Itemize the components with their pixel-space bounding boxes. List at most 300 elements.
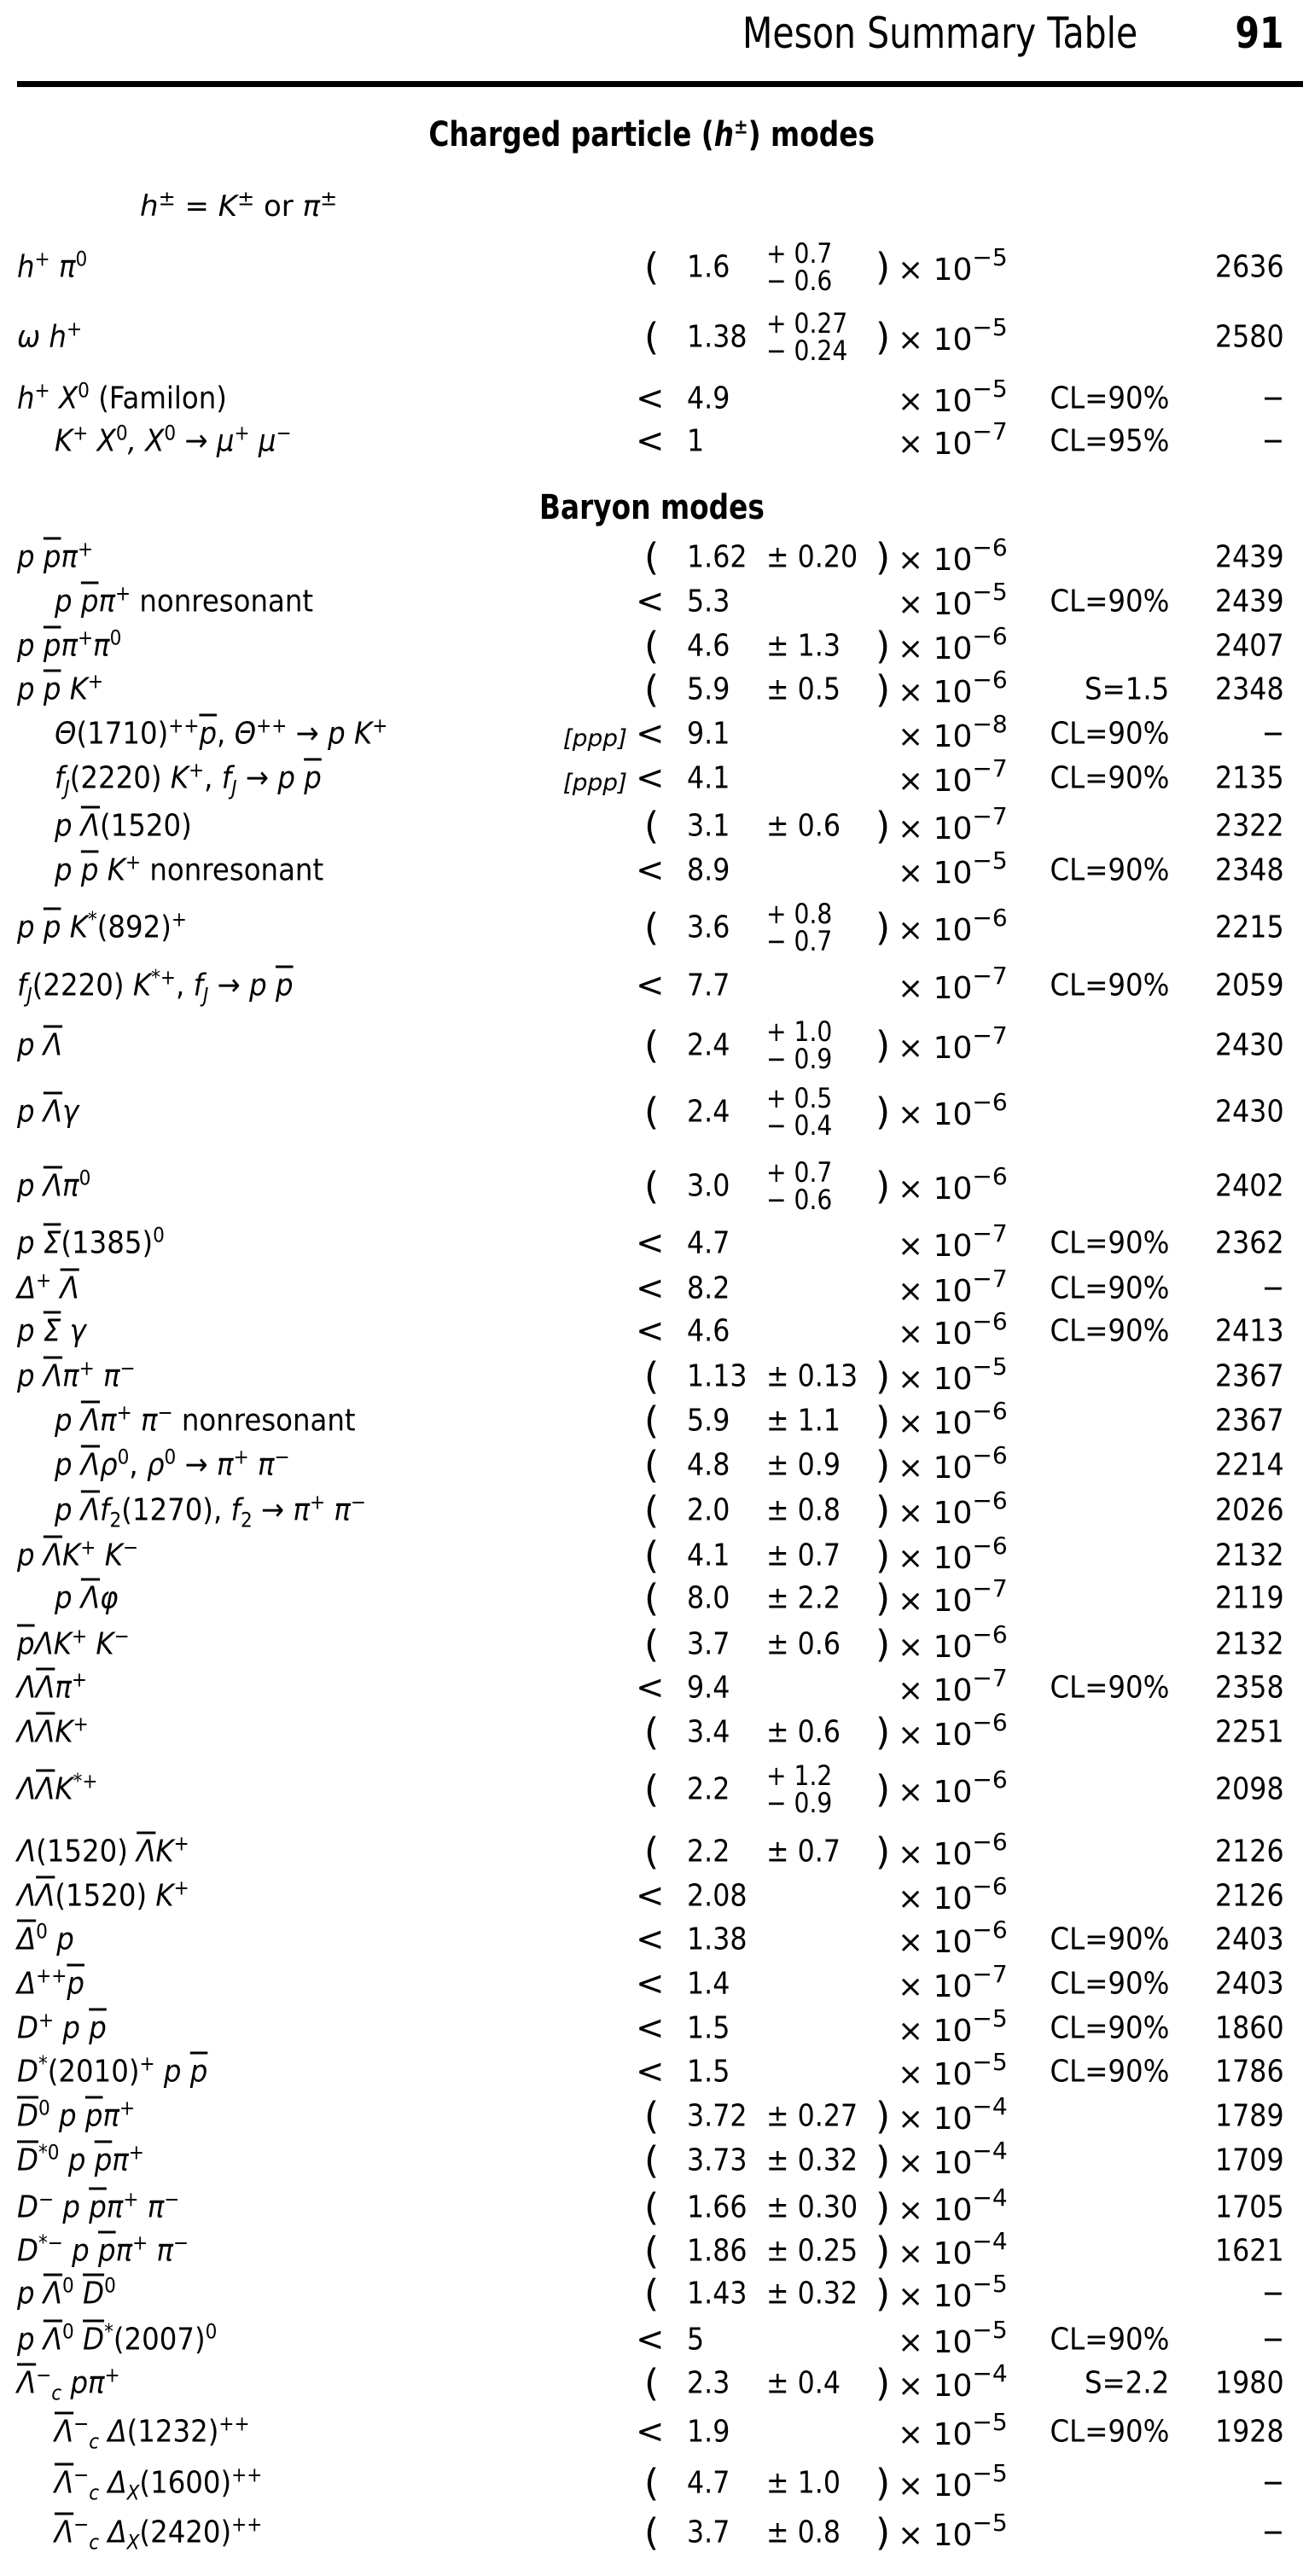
momentum-p: − [1261,2276,1284,2311]
table-row [0,1576,1303,1620]
momentum-p: − [1261,423,1284,459]
decay-mode: $f_J(2220)$ K+, $f_J \to p$ $\overline{p}$ [55,758,322,800]
branching-fraction-value: 8.9 [687,852,730,888]
open-paren: ( [644,1023,660,1067]
momentum-p: 2402 [1215,1168,1284,1204]
table-row [0,848,1303,893]
branching-fraction-value: 4.7 [687,2465,730,2501]
scale-factor: × $10^{-5}$ [898,2459,1008,2503]
open-paren: ( [644,1710,660,1754]
branching-fraction-value: 2.0 [687,1492,730,1528]
close-paren: ) [875,1354,891,1398]
scale-factor: × $10^{-6}$ [898,1828,1008,1872]
close-paren: ) [875,2361,891,2405]
branching-fraction-value: 1.9 [687,2414,730,2450]
table-row [0,2138,1303,2183]
branching-fraction-value: 3.4 [687,1714,730,1750]
decay-mode: Λ(1520) $\overline{\Lambda}K^+$ [17,1831,189,1869]
close-paren: ) [875,1443,891,1487]
upper-limit-sign: < [636,1311,665,1351]
error-minus: − 0.9 [766,1787,833,1819]
scale-factor: × $10^{-5}$ [898,2004,1008,2049]
close-paren: ) [875,2510,891,2555]
upper-limit-sign: < [636,1269,665,1308]
scale-factor: × $10^{-5}$ [898,578,1008,622]
symmetric-error: ± 0.25 [766,2233,858,2269]
decay-mode: $\Theta(1710)^{++}\overline{p}$, Θ++ → p K+ [55,713,388,752]
close-paren: ) [875,1164,891,1208]
decay-mode: D− p $\overline{p}\pi^+$ π− [17,2187,180,2225]
header-rule [17,81,1303,87]
symmetric-error: ± 0.20 [766,539,858,575]
symmetric-error: ± 0.7 [766,1538,841,1573]
table-row [0,1309,1303,1353]
exponent: −6 [972,1916,1008,1944]
table-row [0,1443,1303,1487]
close-paren: ) [875,1533,891,1578]
momentum-p: 2251 [1215,1714,1284,1750]
branching-fraction-value: 2.4 [687,1027,730,1063]
decay-mode: p $\overline{\Lambda}^0$ $\overline{D}^0$ [17,2273,116,2311]
exponent: −5 [972,313,1008,341]
close-paren: ) [875,2094,891,2138]
open-paren: ( [644,1829,660,1874]
confidence-or-scale: CL=95% [1050,423,1169,459]
momentum-p: 2403 [1215,1966,1284,2002]
branching-fraction-value: 5.9 [687,672,730,707]
decay-mode: p $\overline{p}\pi^+$ [17,537,94,575]
confidence-or-scale: CL=90% [1050,1271,1169,1306]
table-row [0,1710,1303,1754]
branching-fraction-value: 2.2 [687,1771,730,1807]
symmetric-error: ± 1.1 [766,1403,841,1439]
upper-limit-sign: < [636,2320,665,2359]
scale-factor: × $10^{-6}$ [898,666,1008,710]
exponent: −6 [972,1828,1008,1856]
asymmetric-error [766,307,848,367]
exponent: −5 [972,2004,1008,2032]
decay-mode: p $\overline{\Lambda}\rho^0$, $\rho^0 \to \pi^+$ π− [55,1445,290,1483]
close-paren: ) [875,804,891,848]
exponent: −4 [972,2092,1008,2120]
close-paren: ) [875,1488,891,1532]
open-paren: ( [644,1533,660,1578]
upper-limit-sign: < [636,851,665,890]
exponent: −4 [972,2227,1008,2255]
symmetric-error: ± 0.6 [766,808,841,844]
decay-mode: $\overline{p}\Lambda K^+$ K− [17,1624,130,1662]
exponent: −5 [972,1352,1008,1381]
exponent: −7 [972,754,1008,782]
branching-fraction-value: 1.38 [687,1922,747,1957]
exponent: −4 [972,2183,1008,2212]
scale-factor: × $10^{-6}$ [898,1162,1008,1207]
upper-limit-sign: < [636,1224,665,1263]
symmetric-error: ± 0.7 [766,1834,841,1869]
scale-factor: × $10^{-4}$ [898,2359,1008,2404]
error-plus: + 1.2 [766,1759,833,1792]
momentum-p: 2367 [1215,1403,1284,1439]
scale-factor: × $10^{-6}$ [898,1397,1008,1441]
symmetric-error: ± 0.5 [766,672,841,707]
exponent: −5 [972,2270,1008,2298]
table-row [0,1533,1303,1578]
scale-factor: × $10^{-7}$ [898,1219,1008,1264]
branching-fraction-value: 9.4 [687,1670,730,1706]
branching-fraction-value: 7.7 [687,968,730,1003]
exponent: −5 [972,375,1008,403]
scale-factor: × $10^{-6}$ [898,533,1008,578]
table-row [0,1354,1303,1398]
hadron-definition-note: h± = K± or π± [140,186,338,224]
asymmetric-error [766,237,833,297]
branching-fraction-value: 1.6 [687,249,730,285]
confidence-or-scale: CL=90% [1050,584,1169,619]
table-row [0,307,1303,367]
open-paren: ( [644,905,660,950]
momentum-p: 1621 [1215,2233,1284,2269]
decay-mode: $\Lambda\overline{\Lambda}\pi^+$ [17,1667,87,1706]
decay-mode: p $\overline{p}$ K+ nonresonant [55,850,324,888]
decay-mode: $\Lambda\overline{\Lambda}K^{*+}$ [17,1769,98,1807]
branching-fraction-value: 4.7 [687,1225,730,1261]
table-row [0,804,1303,848]
upper-limit-sign: < [636,759,665,798]
decay-mode: p $\overline{\Lambda}\pi^+$ π− nonresonant [55,1400,356,1439]
decay-mode: p $\overline{\Lambda}f_2(1270)$, $f_2 \to \pi^+$ π− [55,1490,367,1532]
close-paren: ) [875,1090,891,1134]
branching-fraction-value: 3.72 [687,2098,747,2134]
scale-factor: × $10^{-6}$ [898,1916,1008,1960]
confidence-or-scale: CL=90% [1050,760,1169,796]
table-row [0,2361,1303,2405]
error-plus: + 0.8 [766,898,833,930]
symmetric-error: ± 0.13 [766,1358,858,1394]
decay-mode: p $\overline{p}$ K+ [17,669,104,707]
decay-mode: $\overline{\Lambda}^-_c$ pπ+ [17,2363,120,2405]
open-paren: ( [644,804,660,848]
table-row [0,1917,1303,1962]
momentum-p: 2026 [1215,1492,1284,1528]
error-plus: + 0.5 [766,1082,833,1114]
error-minus: − 0.7 [766,925,833,957]
scale-factor: × $10^{-6}$ [898,1307,1008,1352]
decay-mode: $\overline{\Lambda}^-_c$ Δ(1232)++ [55,2411,250,2454]
symmetric-error: ± 2.2 [766,1580,841,1616]
close-paren: ) [875,1710,891,1754]
close-paren: ) [875,1023,891,1067]
upper-limit-sign: < [636,714,665,753]
momentum-p: − [1261,2465,1284,2501]
decay-mode: p $\overline{\Lambda}\varphi$ [55,1580,119,1616]
scale-factor: × $10^{-5}$ [898,2048,1008,2092]
momentum-p: 2214 [1215,1447,1284,1483]
close-paren: ) [875,315,891,359]
decay-mode: h+ $\pi^0$ [17,247,88,285]
scale-factor: × $10^{-5}$ [898,846,1008,891]
decay-mode: $\overline{\Lambda}^-_c$ $\Delta_X(2420)^{++}$ [55,2512,263,2555]
exponent: −7 [972,1574,1008,1602]
decay-mode: p $\overline{p}\pi^+\pi^0$ [17,625,122,664]
open-paren: ( [644,2229,660,2273]
confidence-or-scale: CL=90% [1050,2054,1169,2090]
open-paren: ( [644,2461,660,2505]
asymmetric-error [766,1759,833,1819]
scale-factor: × $10^{-6}$ [898,622,1008,666]
branching-fraction-value: 3.7 [687,2515,730,2550]
open-paren: ( [644,2361,660,2405]
symmetric-error: ± 1.3 [766,628,841,664]
table-row [0,1156,1303,1216]
table-row [0,2410,1303,2454]
open-paren: ( [644,1622,660,1666]
exponent: −5 [972,243,1008,271]
table-row [0,579,1303,624]
exponent: −6 [972,1307,1008,1335]
momentum-p: 2098 [1215,1771,1284,1807]
decay-mode: K+ $X^0$, $X^0 \to \mu^+$ μ− [55,421,292,459]
exponent: −6 [972,666,1008,694]
decay-mode: p $\overline{\Lambda}^0$ $\overline{D}^*(2007)^0$ [17,2319,218,2358]
confidence-or-scale: S=1.5 [1084,672,1169,707]
confidence-or-scale: CL=90% [1050,1225,1169,1261]
table-row [0,1221,1303,1265]
decay-mode: p $\overline{\Lambda}\pi^0$ [17,1166,91,1204]
close-paren: ) [875,1398,891,1443]
open-paren: ( [644,2271,660,2316]
table-row [0,1622,1303,1666]
branching-fraction-value: 3.7 [687,1626,730,1662]
momentum-p: 2132 [1215,1538,1284,1573]
table-row [0,237,1303,297]
branching-fraction-value: 4.8 [687,1447,730,1483]
table-row [0,419,1303,463]
table-row [0,2510,1303,2555]
exponent: −8 [972,710,1008,738]
close-paren: ) [875,535,891,579]
open-paren: ( [644,1767,660,1811]
symmetric-error: ± 0.32 [766,2143,858,2178]
running-header-title: Meson Summary Table [742,9,1138,58]
scale-factor: × $10^{-7}$ [898,1664,1008,1708]
decay-mode: p $\overline{p}$ K*(892)+ [17,907,188,945]
decay-mode: ω h+ [17,317,83,355]
branching-fraction-value: 5.3 [687,584,730,619]
decay-mode: D*(2010)+ p $\overline{p}$ [17,2051,208,2090]
upper-limit-sign: < [636,1920,665,1959]
branching-fraction-value: 1.66 [687,2189,747,2225]
scale-factor: × $10^{-4}$ [898,2092,1008,2137]
table-row [0,1962,1303,2006]
decay-mode: D*− p $\overline{p}\pi^+$ π− [17,2230,189,2269]
table-row [0,898,1303,957]
branching-fraction-value: 1.62 [687,539,747,575]
section-title [0,488,1303,527]
branching-fraction-value: 1.43 [687,2276,747,2311]
error-minus: − 0.24 [766,334,848,367]
open-paren: ( [644,245,660,289]
confidence-or-scale: CL=90% [1050,968,1169,1003]
momentum-p: 1789 [1215,2098,1284,2134]
exponent: −6 [972,1765,1008,1794]
scale-factor: × $10^{-5}$ [898,2408,1008,2452]
upper-limit-sign: < [636,582,665,621]
scale-factor: × $10^{-5}$ [898,2316,1008,2360]
upper-limit-sign: < [636,379,665,418]
table-row [0,376,1303,421]
momentum-p: 1928 [1215,2414,1284,2450]
momentum-p: 2403 [1215,1922,1284,1957]
table-row [0,535,1303,579]
branching-fraction-value: 1.5 [687,2010,730,2046]
decay-mode: p $\overline{\Lambda}K^+$ K− [17,1535,139,1573]
exponent: −6 [972,1441,1008,1469]
branching-fraction-value: 3.6 [687,910,730,945]
exponent: −7 [972,1960,1008,1988]
momentum-p: 2119 [1215,1580,1284,1616]
open-paren: ( [644,1164,660,1208]
symmetric-error: ± 0.8 [766,2515,841,2550]
error-plus: + 0.7 [766,237,833,270]
scale-factor: × $10^{-7}$ [898,1574,1008,1619]
table-row [0,624,1303,668]
symmetric-error: ± 0.4 [766,2365,841,2401]
exponent: −7 [972,417,1008,445]
scale-factor: × $10^{-7}$ [898,962,1008,1006]
exponent: −6 [972,622,1008,650]
table-row [0,963,1303,1008]
table-row [0,2461,1303,2505]
scale-factor: × $10^{-6}$ [898,1486,1008,1531]
scale-factor: × $10^{-6}$ [898,1708,1008,1753]
exponent: −6 [972,1532,1008,1560]
momentum-p: 2636 [1215,249,1284,285]
branching-fraction-value: 1.38 [687,319,747,355]
scale-factor: × $10^{-4}$ [898,2137,1008,2181]
branching-fraction-value: 5.9 [687,1403,730,1439]
momentum-p: 2059 [1215,968,1284,1003]
branching-fraction-value: 4.6 [687,628,730,664]
open-paren: ( [644,2510,660,2555]
section-title [0,115,1303,154]
exponent: −7 [972,1265,1008,1293]
section-title-text: Baryon modes [538,488,765,527]
momentum-p: − [1261,381,1284,416]
table-row [0,756,1303,800]
close-paren: ) [875,667,891,712]
momentum-p: 2126 [1215,1878,1284,1914]
symmetric-error: ± 0.30 [766,2189,858,2225]
error-minus: − 0.4 [766,1109,833,1142]
decay-mode: D+ p $\overline{p}$ [17,2008,107,2046]
momentum-p: − [1261,2515,1284,2550]
momentum-p: 2362 [1215,1225,1284,1261]
upper-limit-sign: < [636,2009,665,2048]
decay-mode: $\overline{D}^0$ p $\overline{p}\pi^+$ [17,2096,136,2134]
branching-fraction-value: 4.9 [687,381,730,416]
decay-mode: $\Delta^{++}\overline{p}$ [17,1963,84,2002]
open-paren: ( [644,2094,660,2138]
branching-fraction-value: 8.0 [687,1580,730,1616]
exponent: −5 [972,846,1008,875]
scale-factor: × $10^{-5}$ [898,2270,1008,2314]
branching-fraction-value: 2.4 [687,1094,730,1130]
symmetric-error: ± 0.27 [766,2098,858,2134]
momentum-p: 2580 [1215,319,1284,355]
momentum-p: − [1261,1271,1284,1306]
momentum-p: 1786 [1215,2054,1284,2090]
decay-mode: p $\overline{p}\pi^+$ nonresonant [55,581,314,619]
confidence-or-scale: CL=90% [1050,2414,1169,2450]
open-paren: ( [644,1354,660,1398]
symmetric-error: ± 1.0 [766,2465,841,2501]
momentum-p: 2348 [1215,672,1284,707]
momentum-p: 1860 [1215,2010,1284,2046]
table-row [0,1829,1303,1874]
scale-factor: × $10^{-7}$ [898,1265,1008,1309]
momentum-p: 2430 [1215,1027,1284,1063]
scale-factor: × $10^{-5}$ [898,375,1008,419]
table-row [0,1488,1303,1532]
close-paren: ) [875,905,891,950]
scale-factor: × $10^{-6}$ [898,1532,1008,1576]
momentum-p: − [1261,2322,1284,2358]
exponent: −5 [972,2509,1008,2537]
branching-fraction-value: 1 [687,423,705,459]
branching-fraction-value: 4.1 [687,760,730,796]
symmetric-error: ± 0.32 [766,2276,858,2311]
upper-limit-sign: < [636,2052,665,2091]
open-paren: ( [644,535,660,579]
scale-factor: × $10^{-4}$ [898,2183,1008,2228]
momentum-p: 2322 [1215,808,1284,844]
exponent: −5 [972,2048,1008,2076]
momentum-p: 1709 [1215,2143,1284,2178]
branching-fraction-value: 4.6 [687,1313,730,1349]
exponent: −6 [972,1397,1008,1425]
close-paren: ) [875,1767,891,1811]
scale-factor: × $10^{-7}$ [898,754,1008,799]
branching-fraction-value: 1.86 [687,2233,747,2269]
error-minus: − 0.6 [766,265,833,297]
table-row [0,1015,1303,1075]
upper-limit-sign: < [636,966,665,1005]
exponent: −5 [972,2316,1008,2344]
decay-mode: $\overline{\Lambda}^-_c$ $\Delta_X(1600)^{++}$ [55,2463,263,2505]
scale-factor: × $10^{-6}$ [898,1765,1008,1810]
branching-fraction-value: 3.1 [687,808,730,844]
momentum-p: 2430 [1215,1094,1284,1130]
symmetric-error: ± 0.6 [766,1714,841,1750]
asymmetric-error [766,1082,833,1142]
branching-fraction-value: 5 [687,2322,705,2358]
exponent: −7 [972,1664,1008,1692]
table-row [0,2271,1303,2316]
exponent: −6 [972,533,1008,561]
table-row [0,2317,1303,2362]
upper-limit-sign: < [636,1964,665,2003]
decay-mode: $\overline{D}^{*0}$ p $\overline{p}\pi^+$ [17,2140,144,2178]
exponent: −4 [972,2137,1008,2165]
scale-factor: × $10^{-7}$ [898,417,1008,462]
branching-fraction-value: 1.5 [687,2054,730,2090]
momentum-p: − [1261,716,1284,752]
scale-factor: × $10^{-7}$ [898,1960,1008,2004]
exponent: −4 [972,2359,1008,2387]
exponent: −6 [972,1486,1008,1515]
momentum-p: 2407 [1215,628,1284,664]
momentum-p: 2439 [1215,539,1284,575]
